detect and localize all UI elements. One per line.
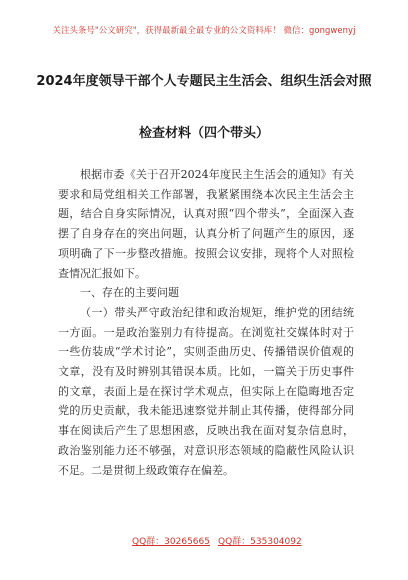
header-promo-note: 关注头条号"公文研究"，获得最新最全最专业的公文资料库！ 微信：gongwenyj: [52, 25, 356, 35]
footer-qq-group-1[interactable]: QQ群：30265665: [132, 537, 210, 547]
document-body: [58, 165, 354, 480]
intro-paragraph: 根据市委《关于召开2024年度民主生活会的通知》有关要求和局党组相关工作部署，我紧紧围绕本次民主生活会主题，结合自身实际情况，认真对照“四个带头”，全面深入查摆了自身存在的突出问题，认真分析了问题产生的原因，逐项明确了下一步整改措施。按照会议安排，现将个人对照检查情况汇报如下。: [58, 168, 354, 280]
body-paragraph: （一）带头严守政治纪律和政治规矩，维护党的团结统一方面。一是政治鉴别力有待提高。在浏览社交媒体时对于一些仿装成“学术讨论”，实则歪曲历史、传播错误价值观的文章，没有及时辨别其错误本质。比如，一篇关于历史事件的文章，表面上是在探讨学术观点，但实际上在隐晦地否定党的历史贡献，我未能迅速察觉并制止其传播，使得部分同事在阅读后产生了思想困惑，反映出我在面对复杂信息时，政治鉴别能力还不够强，对意识形态领域的隐蔽性风险认识不足。二是贯彻上级政策存在偏差。: [58, 305, 354, 477]
footer-qq-group-2[interactable]: QQ群：535304092: [218, 537, 302, 547]
document-subtitle: 检查材料（四个带头）: [138, 126, 269, 141]
document-title: 2024年度领导干部个人专题民主生活会、组织生活会对照: [36, 74, 372, 89]
section-heading: 一、存在的主要问题: [80, 286, 179, 300]
